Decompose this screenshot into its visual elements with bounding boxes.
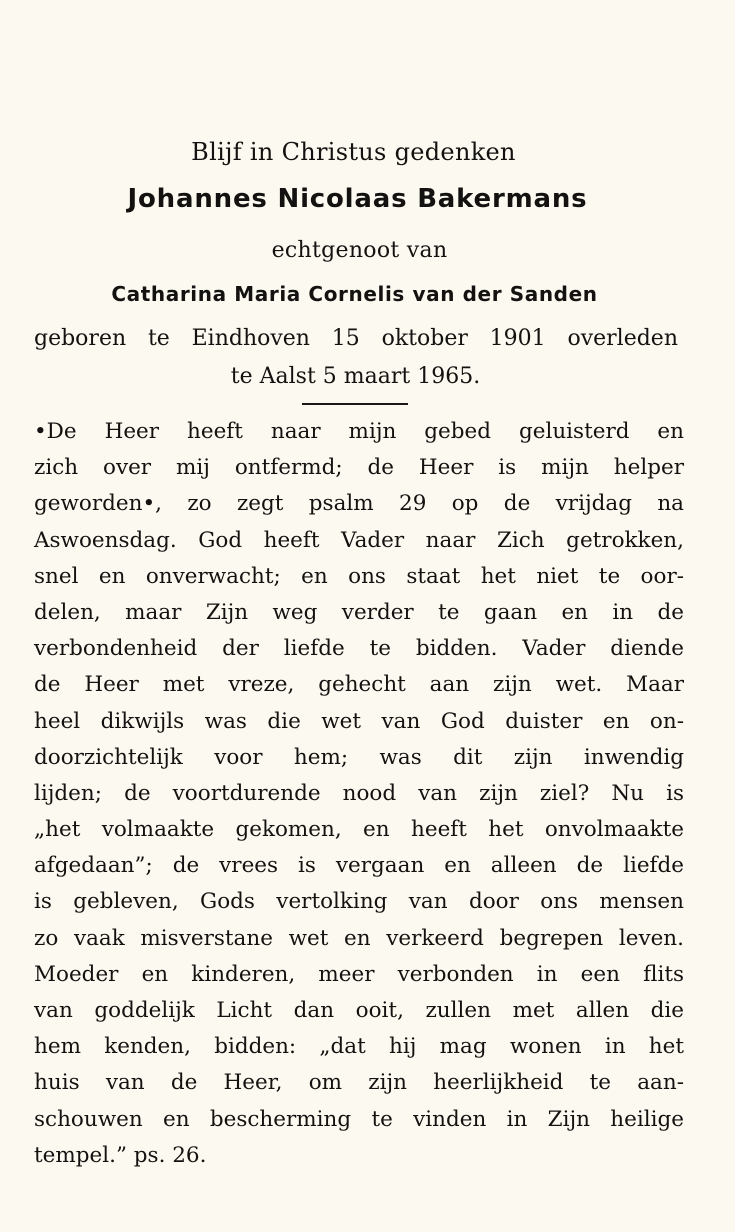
text-line: zich over mij ontfermd; de Heer is mijn helper (34, 455, 684, 481)
text-line: Aswoensdag. God heeft Vader naar Zich getrokken, (34, 527, 684, 553)
spouse-label: echtgenoot van (271, 238, 448, 263)
text-line: de Heer met vreze, gehecht aan zijn wet. Maar (34, 672, 684, 698)
text-line: tempel.” ps. 26. (34, 1142, 207, 1168)
text-line: heel dikwijls was die wet van God duister en on- (34, 708, 684, 734)
text-line: zo vaak misverstane wet en verkeerd begrepen leven. (34, 925, 684, 951)
deceased-name: Johannes Nicolaas Bakermans (127, 184, 588, 214)
spouse-name: Catharina Maria Cornelis van der Sanden (111, 282, 598, 306)
text-line: •De Heer heeft naar mijn gebed geluisterd en (34, 419, 684, 444)
birth-death-line-2: te Aalst 5 maart 1965. (230, 364, 481, 389)
memorial-text (34, 414, 684, 1174)
text-line: is gebleven, Gods vertolking van door ons mensen (34, 889, 684, 915)
text-line: „het volmaakte gekomen, en heeft het onvolmaakte (34, 817, 684, 843)
text-line: delen, maar Zijn weg verder te gaan en in de (34, 599, 684, 625)
text-line: snel en onverwacht; en ons staat het niet te oor- (34, 563, 684, 589)
text-line: verbondenheid der liefde te bidden. Vader diende (34, 636, 684, 662)
text-line: Moeder en kinderen, meer verbonden in een flits (34, 961, 684, 987)
text-line: lijden; de voortdurende nood van zijn ziel? Nu is (34, 780, 684, 806)
text-line: hem kenden, bidden: „dat hij mag wonen in het (34, 1034, 684, 1060)
text-line: huis van de Heer, om zijn heerlijkheid te aan- (34, 1070, 684, 1096)
birth-death-line-1: geboren te Eindhoven 15 oktober 1901 overleden (34, 326, 678, 351)
text-line: geworden•, zo zegt psalm 29 op de vrijdag na (34, 491, 684, 517)
intro-line: Blijf in Christus gedenken (191, 138, 516, 166)
text-line: afgedaan”; de vrees is vergaan en alleen de liefde (34, 853, 684, 879)
text-line: van goddelijk Licht dan ooit, zullen met allen die (34, 998, 684, 1023)
divider-rule (302, 403, 408, 405)
text-line: schouwen en bescherming te vinden in Zijn heilige (34, 1106, 684, 1132)
text-line: doorzichtelijk voor hem; was dit zijn inwendig (34, 744, 684, 770)
